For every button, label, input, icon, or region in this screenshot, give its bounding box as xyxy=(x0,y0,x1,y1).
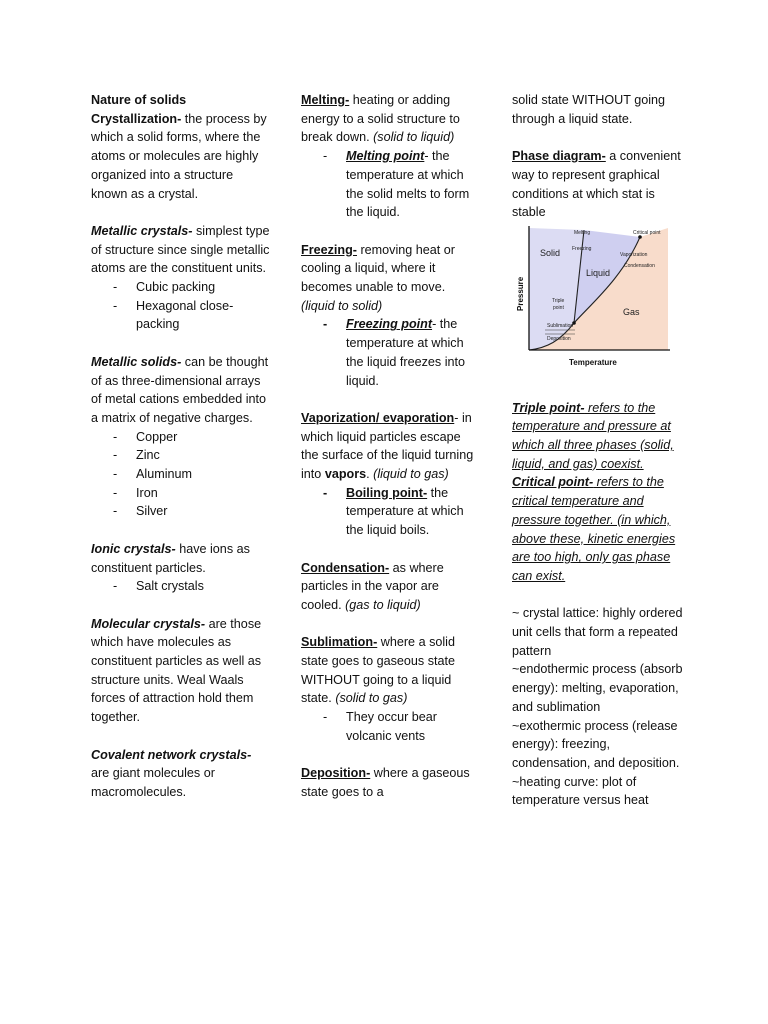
boiling-point-term: Boiling point- xyxy=(346,485,428,500)
phase-diagram-definition: a convenient way to represent graphical conditions at which stat is stable xyxy=(512,149,681,220)
ionic-crystals-term: Ionic crystals- xyxy=(91,541,176,556)
column-1 xyxy=(91,91,271,802)
list-item xyxy=(301,484,481,540)
critical-point-term: Critical point- xyxy=(512,475,594,490)
critical-point-label: Critical point xyxy=(633,229,661,236)
condensation-term: Condensation- xyxy=(301,560,390,575)
list-item: - Salt crystals xyxy=(91,577,271,596)
y-axis-label: Pressure xyxy=(516,276,525,311)
metallic-crystals-entry xyxy=(91,222,271,278)
freezing-entry xyxy=(301,241,481,316)
melting-sublist xyxy=(301,147,481,222)
covalent-network-definition: are giant molecules or macromolecules. xyxy=(91,766,215,799)
melting-definition: heating or adding energy to a solid structure to break down. xyxy=(301,93,460,145)
molecular-crystals-entry xyxy=(91,615,271,727)
sublimation-definition: where a solid state goes to gaseous state WITHOUT going to a liquid state. xyxy=(301,635,456,706)
melting-note: (solid to liquid) xyxy=(373,130,455,145)
list-item: - Zinc xyxy=(91,446,271,465)
x-axis-label: Temperature xyxy=(569,357,617,367)
list-item: - Aluminum xyxy=(91,465,271,484)
phase-diagram-term: Phase diagram- xyxy=(512,149,606,164)
list-item: - They occur bear volcanic vents xyxy=(301,708,481,745)
covalent-network-entry xyxy=(91,746,271,802)
list-item: - Cubic packing xyxy=(91,278,271,297)
freezing-label: Freezing xyxy=(572,245,592,252)
solid-label: Solid xyxy=(540,247,561,258)
freezing-note: (liquid to solid) xyxy=(301,298,383,313)
note-endothermic: ~endothermic process (absorb energy): melting, evaporation, and sublimation xyxy=(512,662,683,714)
list-item: - Silver xyxy=(91,502,271,521)
list-item: - Hexagonal close-packing xyxy=(91,297,271,334)
ionic-crystals-definition: have ions as constituent particles. xyxy=(91,541,250,575)
metallic-solids-definition: can be thought of as three-dimensional arrays of metal cations embedded into a matrix of negative charges. xyxy=(91,354,269,425)
metallic-solids-entry xyxy=(91,353,271,428)
critical-point-definition: refers to the critical temperature and pressure together. (in which, above these, kinetic energies are too high, only gas phase can exist. xyxy=(512,475,676,583)
vapors-word: vapors xyxy=(324,467,367,482)
vaporization-sublist xyxy=(301,484,481,540)
deposition-continued: solid state WITHOUT going through a liquid state. xyxy=(512,93,666,126)
boiling-point-definition: the temperature at which the liquid boils. xyxy=(346,485,464,538)
freezing-definition: removing heat or cooling a liquid, where it becomes unable to move. xyxy=(301,242,455,295)
triple-point-label-line2: point xyxy=(553,304,564,311)
triple-point-term: Triple point- xyxy=(512,400,585,415)
triple-point-definition: refers to the temperature and pressure at which all three phases (solid, liquid, and gas) coexist. xyxy=(512,400,674,471)
ionic-examples-list xyxy=(91,577,271,596)
packing-list xyxy=(91,278,271,334)
crystallization-term: Crystallization- xyxy=(91,111,182,126)
melting-entry xyxy=(301,91,481,147)
triple-point-label-line1: Triple xyxy=(552,297,565,304)
sublimation-label: Sublimation xyxy=(547,322,574,329)
sublimation-sublist xyxy=(301,708,481,745)
melting-label: Melting xyxy=(574,229,591,236)
crystallization-definition: the process by which a solid forms, where the atoms or molecules are highly organized into a structure known as a crystal. xyxy=(91,111,267,201)
melting-point-term: Melting point xyxy=(346,149,425,164)
vaporization-definition-end: . xyxy=(366,467,374,482)
column-2 xyxy=(301,91,481,802)
metallic-crystals-term: Metallic crystals- xyxy=(91,223,193,238)
freezing-point-term: Freezing point xyxy=(346,317,433,332)
critical-point-entry xyxy=(512,473,688,585)
condensation-label: Condensation xyxy=(624,262,655,269)
phase-diagram xyxy=(512,223,672,371)
molecular-crystals-term: Molecular crystals- xyxy=(91,616,206,631)
column-3 xyxy=(512,91,688,810)
vaporization-entry xyxy=(301,409,481,484)
crystallization-entry xyxy=(91,110,271,204)
condensation-entry xyxy=(301,559,481,615)
note-heating-curve: ~heating curve: plot of temperature versus heat xyxy=(512,774,649,808)
list-item xyxy=(301,315,481,390)
note-exothermic: ~exothermic process (release energy): freezing, condensation, and deposition. xyxy=(512,718,680,770)
sublimation-term: Sublimation- xyxy=(301,635,378,650)
deposition-entry xyxy=(301,764,481,801)
molecular-crystals-definition: are those which have molecules as constituent particles as well as structure units. Weal Waals forces of attraction hold them together. xyxy=(91,616,262,725)
freezing-sublist xyxy=(301,315,481,390)
phase-diagram-entry xyxy=(512,147,688,222)
list-item: - Copper xyxy=(91,428,271,447)
melting-point-definition: - the temperature at which the solid melts to form the liquid. xyxy=(346,149,470,220)
covalent-network-term: Covalent network crystals- xyxy=(91,747,252,762)
metallic-solids-term: Metallic solids- xyxy=(91,354,182,369)
nature-of-solids-heading: Nature of solids xyxy=(91,93,187,107)
gas-label: Gas xyxy=(623,306,640,317)
deposition-term: Deposition- xyxy=(301,766,371,781)
condensation-definition: as where particles in the vapor are cooled. xyxy=(301,560,444,612)
sublimation-entry xyxy=(301,633,481,708)
list-item xyxy=(301,147,481,222)
deposition-label: Deposition xyxy=(547,335,571,342)
metal-examples-list xyxy=(91,428,271,522)
metallic-crystals-definition: simplest type of structure since single metallic atoms are the constituent units. xyxy=(91,223,270,276)
liquid-label: Liquid xyxy=(586,267,611,278)
triple-point-entry xyxy=(512,399,688,474)
vaporization-definition: - in which liquid particles escape the surface of the liquid turning into xyxy=(301,410,474,482)
list-item: - Iron xyxy=(91,484,271,503)
freezing-point-definition: - the temperature at which the liquid freezes into liquid. xyxy=(346,317,466,388)
sublimation-note: (solid to gas) xyxy=(335,691,408,706)
ionic-crystals-entry xyxy=(91,540,271,577)
vaporization-label: Vaporization xyxy=(620,251,648,258)
melting-term: Melting- xyxy=(301,93,350,107)
condensation-note: (gas to liquid) xyxy=(345,597,421,612)
vaporization-note: (liquid to gas) xyxy=(373,467,449,482)
deposition-definition: where a gaseous state goes to a xyxy=(301,766,470,799)
note-crystal-lattice: ~ crystal lattice: highly ordered unit cells that form a repeated pattern xyxy=(512,606,683,658)
freezing-term: Freezing- xyxy=(301,242,357,257)
vaporization-term: Vaporization/ evaporation xyxy=(301,410,455,425)
